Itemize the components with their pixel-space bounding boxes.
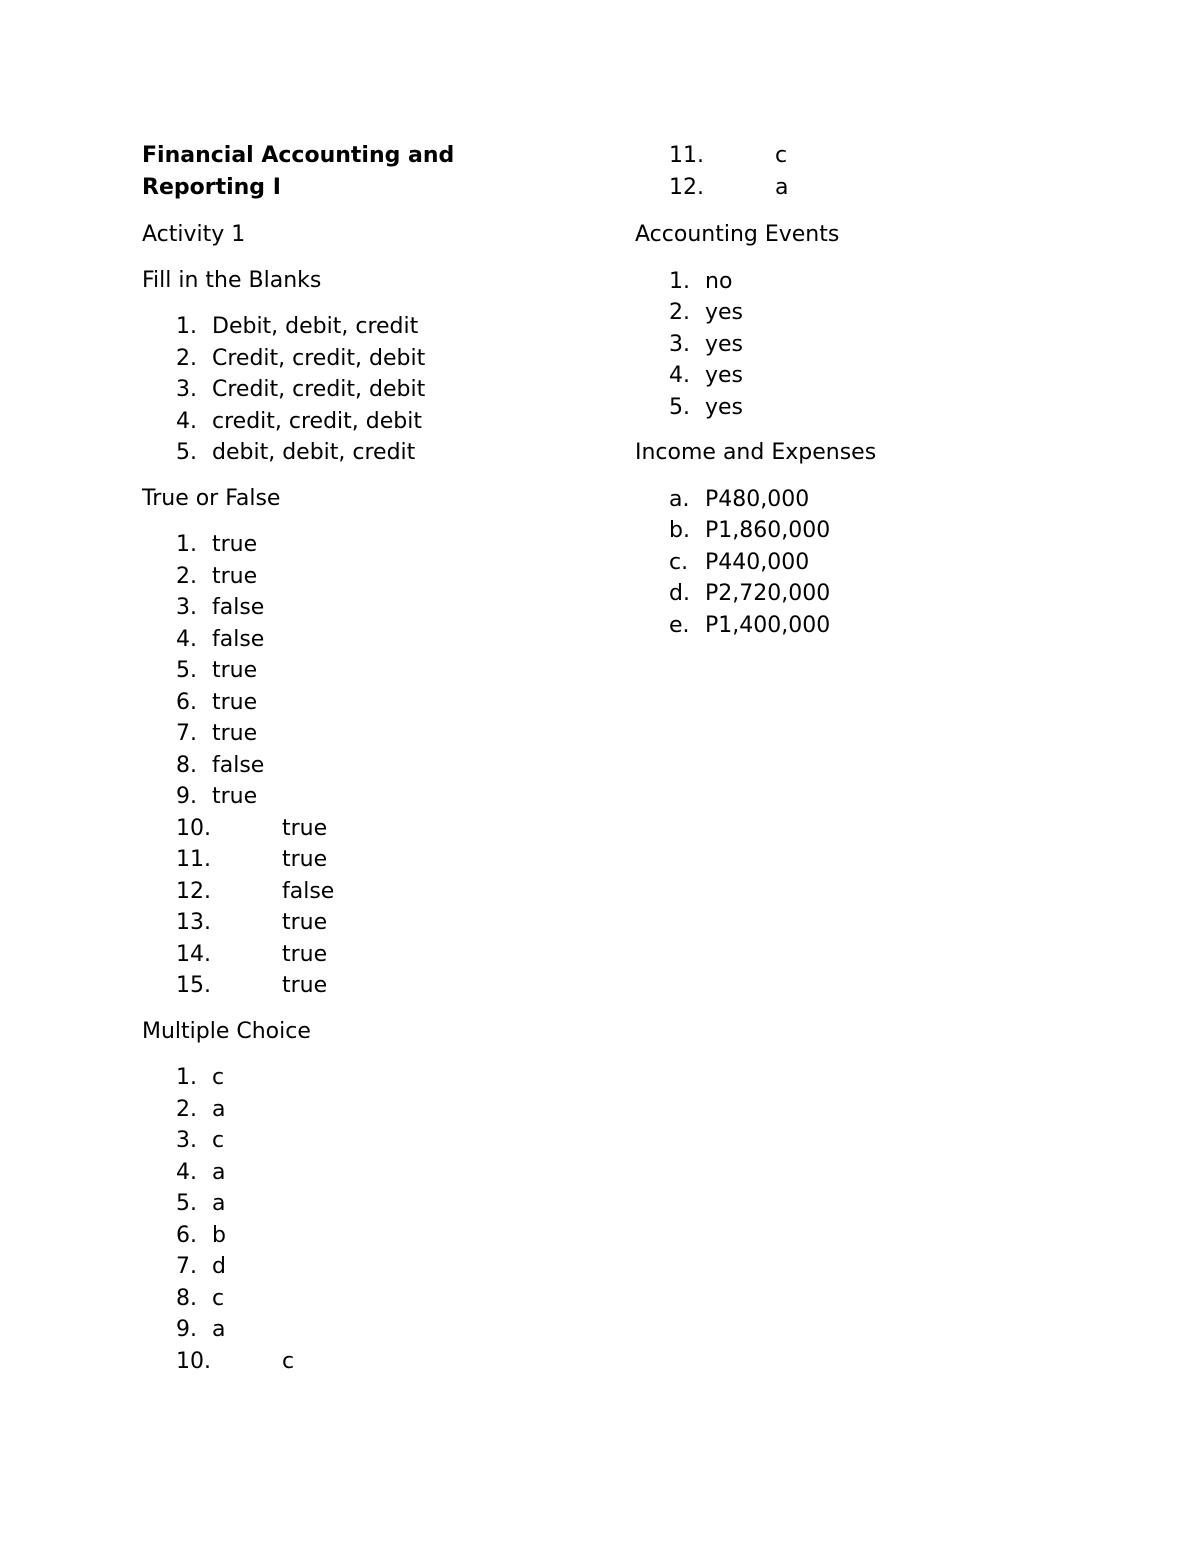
list-item: [635, 484, 1075, 516]
list-item: [635, 266, 1075, 298]
item-number: 10.: [176, 815, 211, 841]
list-item: [142, 750, 582, 782]
list-item: [142, 529, 582, 561]
list-item: [142, 406, 582, 438]
list-item: [142, 437, 582, 469]
item-answer: a: [212, 1096, 226, 1122]
item-number: 1.: [176, 532, 197, 557]
item-letter: c.: [669, 549, 689, 575]
item-number: 8.: [176, 1285, 197, 1311]
item-number: 12.: [669, 174, 704, 200]
item-number: 13.: [176, 910, 211, 935]
item-answer: a: [212, 1191, 226, 1216]
item-number: 10.: [176, 1348, 211, 1374]
item-answer: true: [212, 658, 258, 683]
right-column: [635, 140, 1075, 641]
accounting-events-list: [635, 266, 1075, 424]
item-answer: b: [212, 1222, 226, 1248]
item-number: 2.: [176, 563, 197, 589]
item-answer: true: [282, 847, 328, 872]
item-letter: b.: [669, 518, 690, 543]
item-answer: true: [212, 721, 258, 746]
list-item: [635, 392, 1075, 424]
true-false-list: [142, 529, 582, 1002]
item-answer: Credit, credit, debit: [212, 377, 426, 402]
item-answer: true: [282, 910, 328, 935]
list-item: [142, 1314, 582, 1346]
list-item: [142, 876, 582, 908]
item-number: 2.: [176, 345, 197, 371]
item-answer: true: [212, 563, 258, 589]
list-item: [635, 297, 1075, 329]
item-answer: true: [282, 973, 328, 998]
list-item: [635, 172, 1075, 204]
item-answer: a: [775, 174, 789, 200]
activity-label: Activity 1: [142, 222, 246, 247]
list-item: [142, 655, 582, 687]
title-line-2: Reporting I: [142, 174, 281, 200]
item-number: 5.: [176, 1191, 197, 1216]
item-number: 9.: [176, 784, 197, 809]
list-item: [142, 813, 582, 845]
item-number: 4.: [669, 363, 690, 388]
item-answer: false: [212, 752, 265, 778]
item-number: 6.: [176, 689, 197, 715]
item-number: 4.: [176, 626, 197, 652]
list-item: [635, 547, 1075, 579]
list-item: [635, 610, 1075, 642]
list-item: [142, 1283, 582, 1315]
left-column: [142, 140, 582, 1377]
item-answer: P440,000: [705, 549, 810, 575]
item-letter: a.: [669, 486, 690, 512]
item-number: 7.: [176, 1254, 197, 1279]
list-item: [142, 1346, 582, 1378]
item-number: 4.: [176, 408, 197, 434]
list-item: [142, 1188, 582, 1220]
list-item: [142, 718, 582, 750]
title-line-1: Financial Accounting and: [142, 143, 455, 168]
fill-blanks-heading: Fill in the Blanks: [142, 267, 322, 293]
multiple-choice-continued-list: [635, 140, 1075, 203]
item-number: 5.: [176, 440, 197, 465]
item-answer: c: [775, 143, 788, 168]
item-number: 11.: [669, 143, 704, 168]
item-answer: debit, debit, credit: [212, 440, 416, 465]
item-number: 5.: [176, 658, 197, 683]
item-answer: yes: [705, 300, 744, 325]
list-item: [142, 1062, 582, 1094]
true-false-heading: True or False: [142, 485, 281, 511]
item-answer: credit, credit, debit: [212, 408, 422, 434]
document-title: [142, 140, 582, 203]
item-number: 12.: [176, 878, 211, 904]
item-answer: c: [212, 1128, 225, 1153]
list-item: [142, 1157, 582, 1189]
list-item: [142, 907, 582, 939]
list-item: [142, 374, 582, 406]
list-item: [635, 329, 1075, 361]
list-item: [142, 561, 582, 593]
item-number: 3.: [176, 595, 197, 620]
item-number: 9.: [176, 1317, 197, 1342]
item-number: 6.: [176, 1222, 197, 1248]
list-item: [142, 1251, 582, 1283]
item-answer: true: [212, 532, 258, 557]
list-item: [142, 970, 582, 1002]
item-number: 11.: [176, 847, 211, 872]
list-item: [142, 624, 582, 656]
item-answer: true: [282, 815, 328, 841]
item-number: 1.: [669, 268, 690, 294]
item-answer: false: [282, 878, 335, 904]
item-number: 3.: [176, 377, 197, 402]
item-answer: true: [282, 941, 328, 967]
item-answer: yes: [705, 394, 744, 420]
list-item: [142, 1220, 582, 1252]
item-answer: true: [212, 784, 258, 809]
item-letter: d.: [669, 581, 690, 606]
list-item: [142, 687, 582, 719]
item-answer: a: [212, 1159, 226, 1185]
item-number: 1.: [176, 314, 197, 339]
item-answer: c: [212, 1285, 225, 1311]
list-item: [635, 140, 1075, 172]
item-answer: P2,720,000: [705, 581, 831, 606]
list-item: [142, 781, 582, 813]
item-answer: true: [212, 689, 258, 715]
item-number: 2.: [176, 1096, 197, 1122]
item-number: 4.: [176, 1159, 197, 1185]
item-number: 2.: [669, 300, 690, 325]
item-number: 8.: [176, 752, 197, 778]
item-answer: c: [212, 1065, 225, 1090]
fill-blanks-list: [142, 311, 582, 469]
item-answer: Debit, debit, credit: [212, 314, 419, 339]
item-answer: a: [212, 1317, 226, 1342]
item-answer: false: [212, 626, 265, 652]
list-item: [142, 1125, 582, 1157]
item-number: 14.: [176, 941, 211, 967]
item-answer: P1,400,000: [705, 612, 831, 638]
item-number: 5.: [669, 394, 690, 420]
item-answer: Credit, credit, debit: [212, 345, 426, 371]
item-answer: P480,000: [705, 486, 810, 512]
multiple-choice-list: [142, 1062, 582, 1377]
income-expenses-list: [635, 484, 1075, 642]
item-answer: no: [705, 268, 733, 294]
item-number: 1.: [176, 1065, 197, 1090]
list-item: [635, 515, 1075, 547]
item-answer: false: [212, 595, 265, 620]
list-item: [142, 592, 582, 624]
item-number: 3.: [669, 331, 690, 357]
list-item: [142, 311, 582, 343]
item-number: 15.: [176, 973, 211, 998]
list-item: [142, 1094, 582, 1126]
list-item: [142, 343, 582, 375]
item-answer: c: [282, 1348, 295, 1374]
item-number: 3.: [176, 1128, 197, 1153]
item-answer: P1,860,000: [705, 518, 831, 543]
list-item: [142, 939, 582, 971]
list-item: [142, 844, 582, 876]
item-answer: d: [212, 1254, 226, 1279]
item-answer: yes: [705, 363, 744, 388]
income-expenses-heading: Income and Expenses: [635, 440, 877, 465]
item-letter: e.: [669, 612, 690, 638]
item-number: 7.: [176, 721, 197, 746]
item-answer: yes: [705, 331, 744, 357]
list-item: [635, 578, 1075, 610]
multiple-choice-heading: Multiple Choice: [142, 1018, 311, 1044]
list-item: [635, 360, 1075, 392]
accounting-events-heading: Accounting Events: [635, 222, 840, 247]
